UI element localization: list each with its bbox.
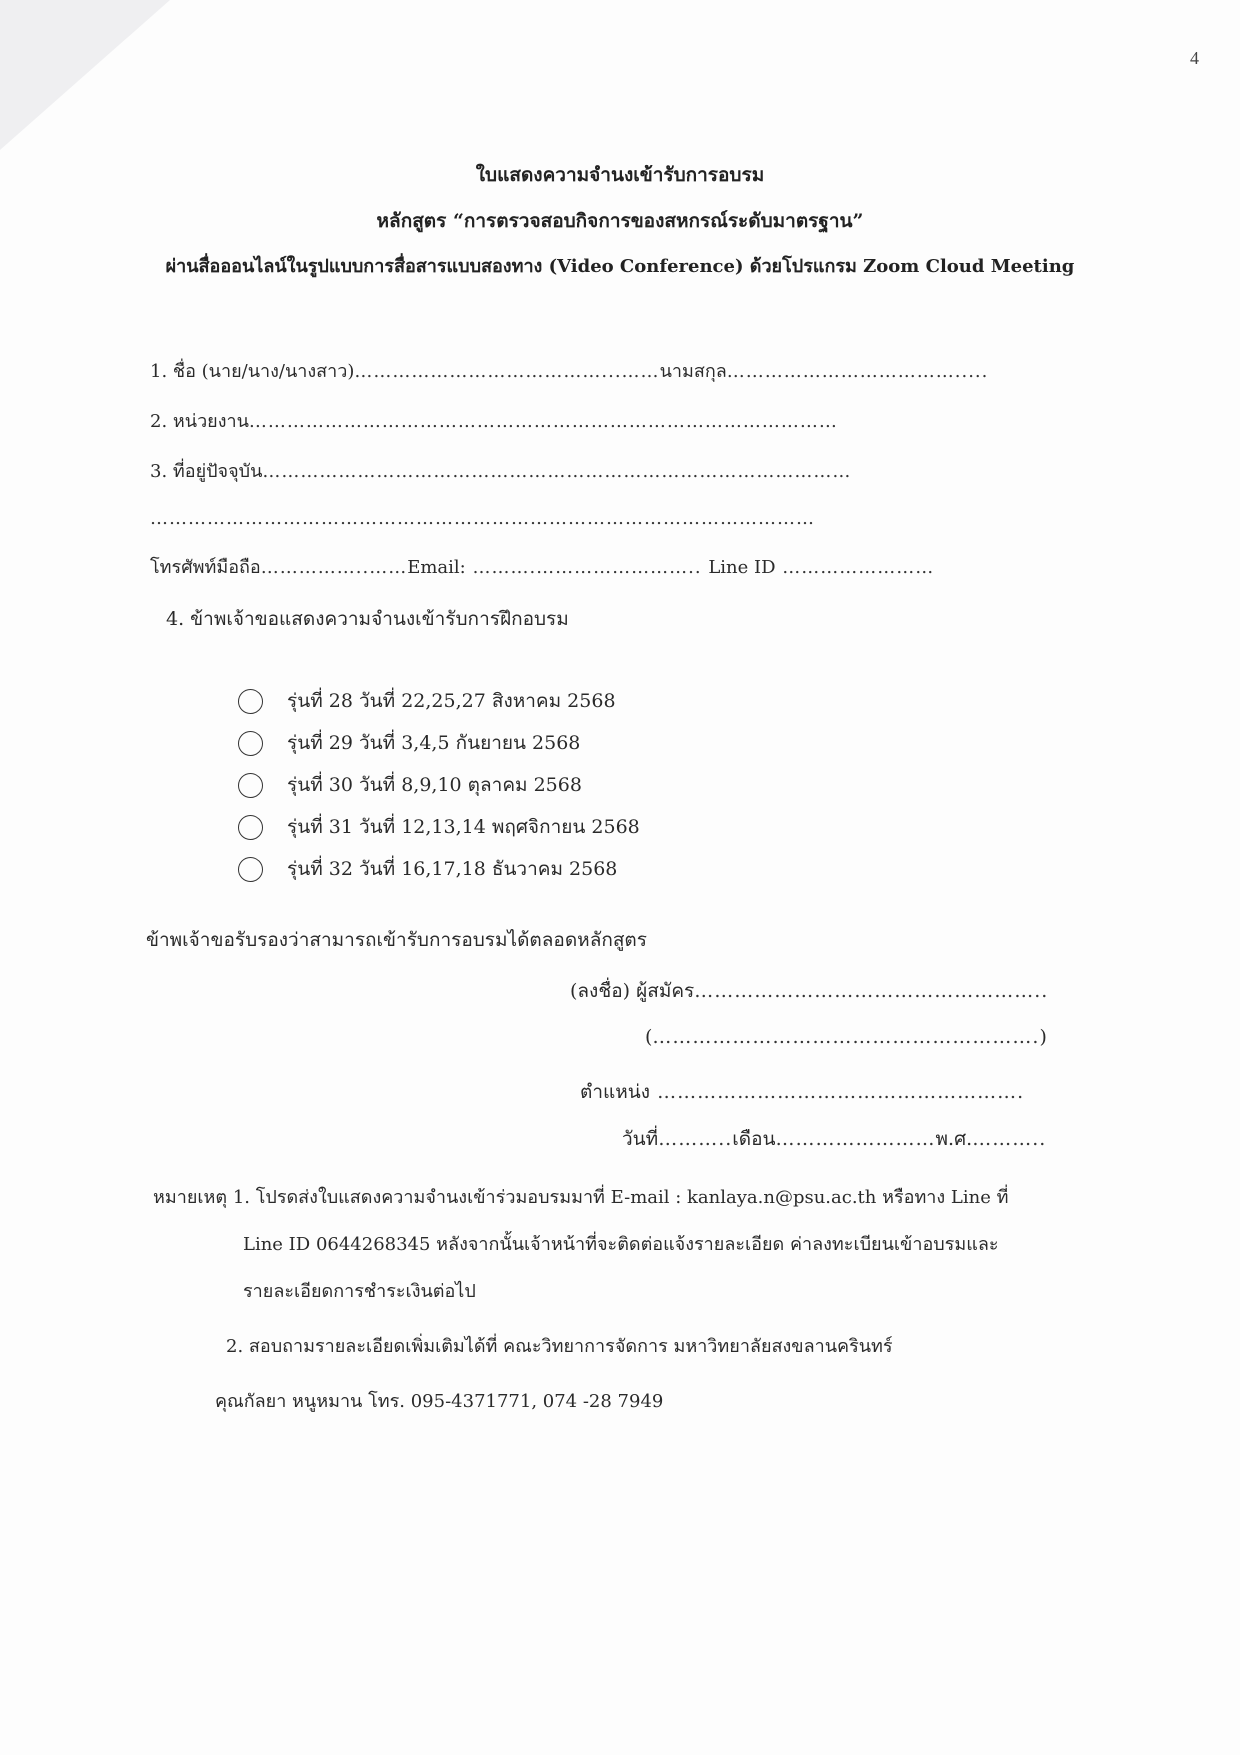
batch-option-31[interactable] (238, 806, 640, 848)
position-row (580, 1077, 1024, 1107)
date-row (622, 1124, 1046, 1154)
contact-field-row (150, 552, 934, 581)
position-label: ตำแหน่ง (580, 1081, 651, 1103)
batch-option-label: รุ่นที่ 29 วันที่ 3,4,5 กันยายน 2568 (287, 732, 581, 754)
surname-input-dots[interactable]: ………………………………..... (726, 361, 989, 382)
batch-option-30[interactable] (238, 764, 640, 806)
title-line-2: หลักสูตร “การตรวจสอบกิจการของสหกรณ์ระดับมาตรฐาน” (376, 210, 864, 232)
note-1-line-3: รายละเอียดการชำระเงินต่อไป (243, 1281, 476, 1302)
radio-circle-icon[interactable] (238, 857, 263, 882)
position-input-dots[interactable]: ………………………………………………. (650, 1081, 1025, 1103)
email-label: Email: (407, 557, 466, 578)
signature-label: (ลงชื่อ) ผู้สมัคร (570, 980, 695, 1002)
certification-statement: ข้าพเจ้าขอรับรองว่าสามารถเข้ารับการอบรมได้ตลอดหลักสูตร (146, 929, 647, 951)
year-label: พ.ศ. (935, 1128, 973, 1150)
year-input-dots[interactable]: ……….. (972, 1128, 1047, 1150)
batch-option-label: รุ่นที่ 30 วันที่ 8,9,10 ตุลาคม 2568 (287, 774, 582, 796)
signature-input-dots[interactable]: …………………………………………….. (694, 980, 1049, 1002)
batch-option-28[interactable] (238, 680, 640, 722)
address-continuation-row (150, 508, 815, 529)
note-2: 2. สอบถามรายละเอียดเพิ่มเติมได้ที่ คณะวิทยาการจัดการ มหาวิทยาลัยสงขลานครินทร์ (226, 1336, 893, 1357)
month-label: เดือน (732, 1128, 776, 1150)
mobile-input-dots[interactable]: ……………..…… (260, 557, 408, 578)
title-line-1: ใบแสดงความจำนงเข้ารับการอบรม (475, 164, 765, 186)
batch-option-label: รุ่นที่ 28 วันที่ 22,25,27 สิงหาคม 2568 (287, 690, 616, 712)
batch-option-32[interactable] (238, 848, 640, 890)
batch-option-label: รุ่นที่ 31 วันที่ 12,13,14 พฤศจิกายน 2568 (287, 816, 640, 838)
radio-circle-icon[interactable] (238, 815, 263, 840)
agency-label: 2. หน่วยงาน (150, 411, 249, 432)
notes-heading: หมายเหตุ (153, 1187, 228, 1208)
batch-option-label: รุ่นที่ 32 วันที่ 16,17,18 ธันวาคม 2568 (287, 858, 618, 880)
email-input-dots[interactable]: ……….…………………….. (465, 557, 709, 578)
radio-circle-icon[interactable] (238, 731, 263, 756)
agency-field-row (150, 406, 838, 435)
scan-corner-shade (0, 0, 170, 150)
notes-section (153, 1174, 1083, 1425)
surname-label: นามสกุล (659, 361, 727, 382)
training-section-title: 4. ข้าพเจ้าขอแสดงความจำนงเข้ารับการฝึกอบรม (166, 608, 569, 630)
note-1-line-2: Line ID 0644268345 หลังจากนั้นเจ้าหน้าที่จะติดต่อแจ้งรายละเอียด ค่าลงทะเบียนเข้าอบรมและ (243, 1234, 999, 1255)
batch-option-29[interactable] (238, 722, 640, 764)
day-input-dots[interactable]: ……….. (658, 1128, 733, 1150)
note-1-line-1 (153, 1174, 1083, 1221)
signature-row (570, 976, 1048, 1006)
agency-input-dots[interactable]: ………………………………………………………………………………… (248, 411, 838, 432)
printed-name-row (645, 1026, 1047, 1048)
address-continuation-dots[interactable]: …………………………………………………………………………………………… (150, 508, 815, 529)
title-line-3: ผ่านสื่อออนไลน์ในรูปแบบการสื่อสารแบบสองทาง (Video Conference) ด้วยโปรแกรม Zoom Cloud Meeting (165, 256, 1075, 277)
printed-name-close-paren: ) (1039, 1026, 1047, 1048)
address-input-dots[interactable]: ………………………………………………………………………………… (262, 461, 852, 482)
training-batch-options (238, 680, 640, 890)
radio-circle-icon[interactable] (238, 689, 263, 714)
month-input-dots[interactable]: …………………… (775, 1128, 936, 1150)
printed-name-open-paren: ( (645, 1026, 653, 1048)
line-id-label: Line ID (708, 557, 776, 578)
page-number: 4 (1190, 48, 1199, 68)
date-label: วันที่ (622, 1128, 659, 1150)
printed-name-input-dots[interactable]: …………………………………………………. (652, 1026, 1040, 1048)
name-field-row (150, 356, 988, 385)
address-field-row (150, 456, 851, 485)
line-id-input-dots[interactable]: …………………… (775, 557, 935, 578)
title-block (0, 152, 1240, 290)
name-input-dots[interactable]: …………………………………...…… (354, 361, 660, 382)
address-label: 3. ที่อยู่ปัจจุบัน (150, 461, 263, 482)
mobile-label: โทรศัพท์มือถือ (150, 557, 261, 578)
name-label: 1. ชื่อ (นาย/นาง/นางสาว) (150, 361, 355, 382)
note-1-text: 1. โปรดส่งใบแสดงความจำนงเข้าร่วมอบรมมาที่ E-mail : kanlaya.n@psu.ac.th หรือทาง Line ที่ (232, 1187, 1009, 1208)
note-contact: คุณกัลยา หนูหมาน โทร. 095-4371771, 074 -28 7949 (215, 1391, 664, 1412)
radio-circle-icon[interactable] (238, 773, 263, 798)
